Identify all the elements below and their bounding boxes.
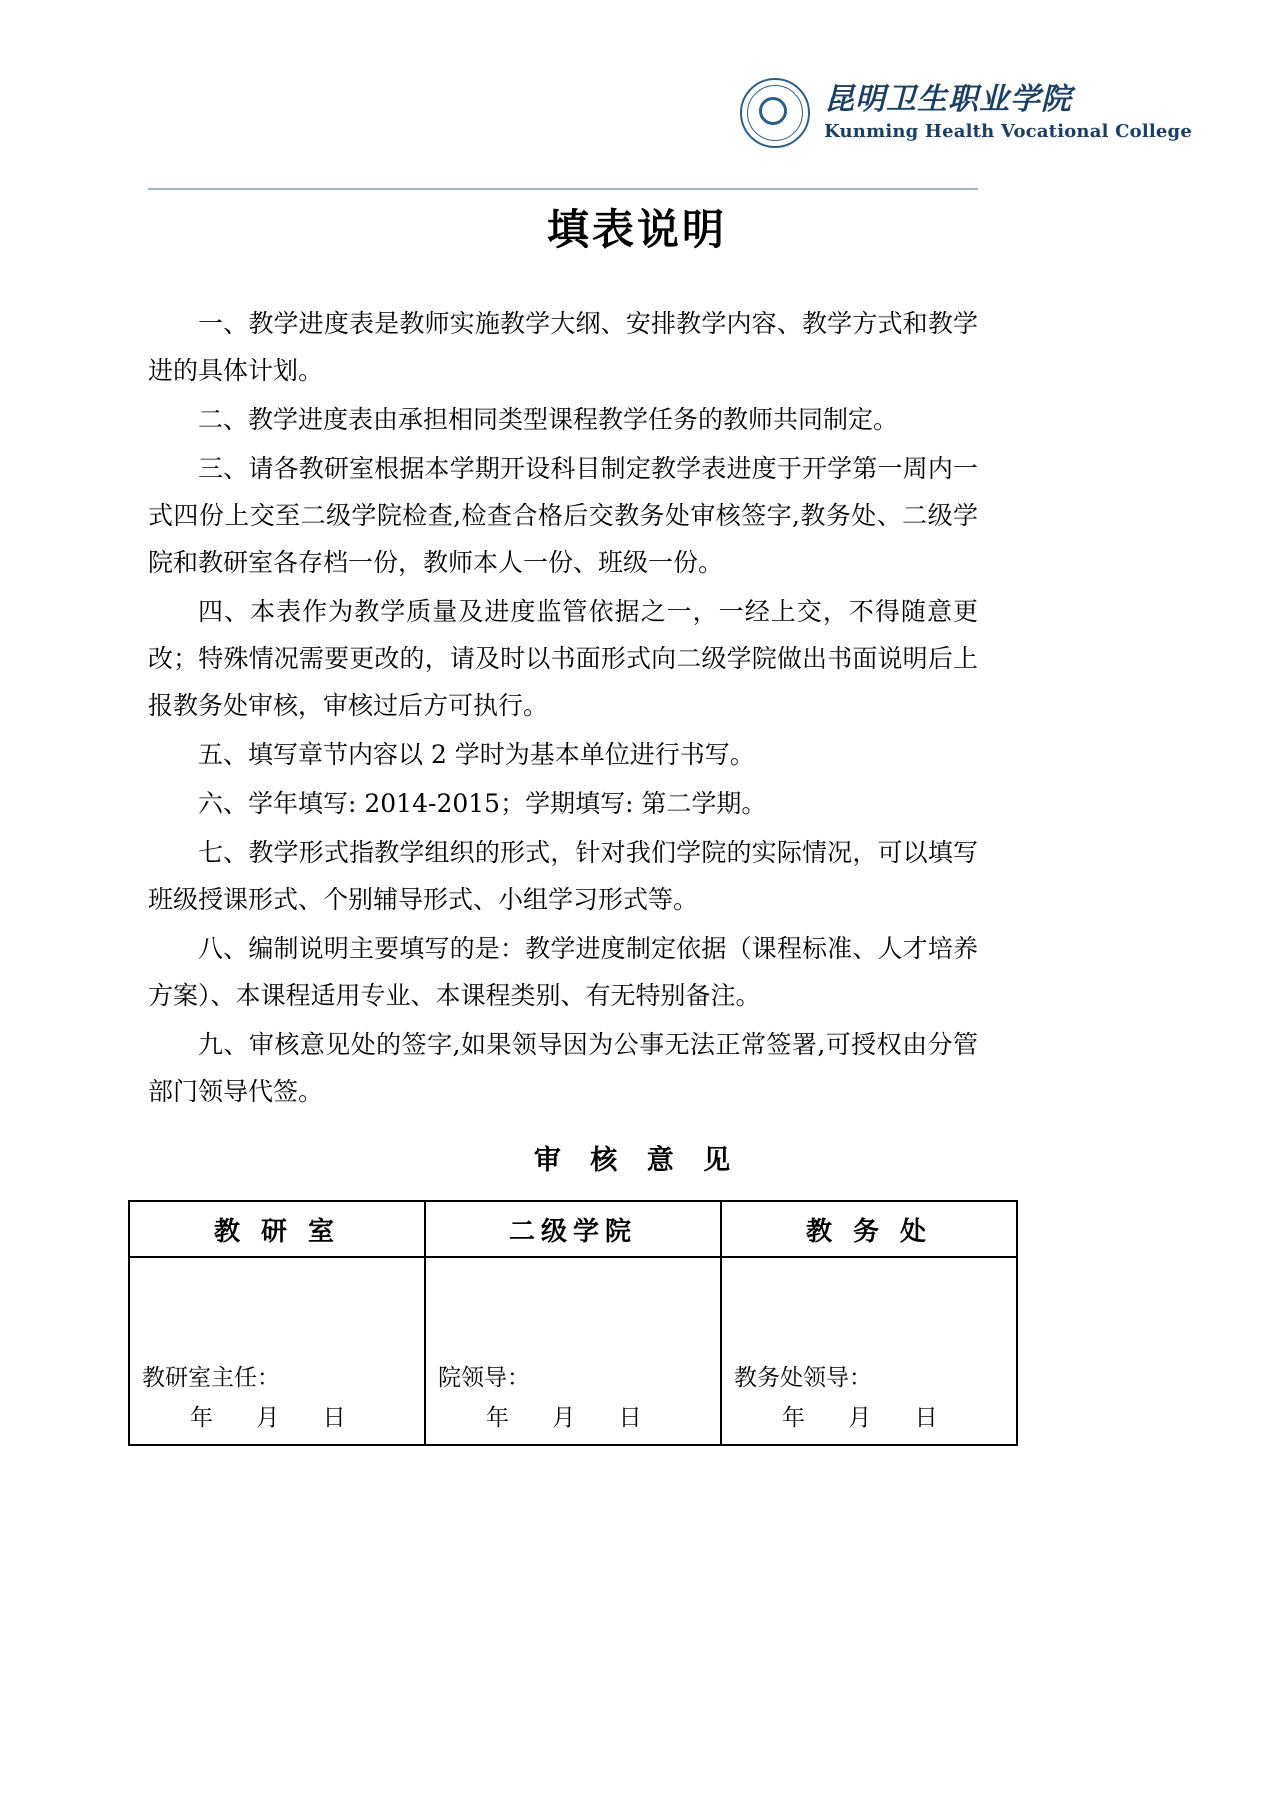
instruction-paragraph: 五、填写章节内容以 2 学时为基本单位进行书写。 xyxy=(198,740,755,769)
header-divider xyxy=(148,188,978,190)
signature-date: 年 月 日 xyxy=(486,1405,660,1431)
signature-label: 教务处领导： xyxy=(734,1365,872,1391)
instruction-paragraph: 四、本表作为教学质量及进度监管依据之一，一经上交，不得随意更改；特殊情况需要更改的，请及时以书面形式向二级学院做出书面说明后上报教务处审核，审核过后方可执行。 xyxy=(148,597,978,720)
table-header-cell: 二级学院 xyxy=(425,1201,721,1257)
college-logo xyxy=(740,78,1192,148)
table-row xyxy=(129,1257,1017,1445)
section-title: 审 核 意 见 xyxy=(533,1145,741,1176)
page-title: 填表说明 xyxy=(546,205,727,254)
review-opinion-table xyxy=(128,1200,1018,1446)
instructions-body xyxy=(148,300,978,1117)
signature-cell-academic-affairs[interactable] xyxy=(721,1257,1017,1445)
college-name-cn: 昆明卫生职业学院 xyxy=(824,82,1073,118)
instruction-paragraph: 九、审核意见处的签字,如果领导因为公事无法正常签署,可授权由分管部门领导代签。 xyxy=(148,1030,978,1106)
signature-label: 院领导： xyxy=(438,1365,530,1391)
instruction-paragraph: 七、教学形式指教学组织的形式，针对我们学院的实际情况，可以填写班级授课形式、个别辅导形式、小组学习形式等。 xyxy=(148,838,978,914)
signature-cell-department[interactable] xyxy=(129,1257,425,1445)
college-name-en: Kunming Health Vocational College xyxy=(824,120,1192,142)
table-header-cell: 教 研 室 xyxy=(129,1201,425,1257)
instruction-paragraph: 三、请各教研室根据本学期开设科目制定教学表进度于开学第一周内一式四份上交至二级学院检查,检查合格后交教务处审核签字,教务处、二级学院和教研室各存档一份，教师本人一份、班级一份。 xyxy=(148,454,978,577)
signature-label: 教研室主任： xyxy=(142,1365,280,1391)
signature-date: 年 月 日 xyxy=(782,1405,956,1431)
table-header-row xyxy=(129,1201,1017,1257)
college-seal-icon xyxy=(740,78,810,148)
instruction-paragraph: 二、教学进度表由承担相同类型课程教学任务的教师共同制定。 xyxy=(198,405,899,434)
instruction-paragraph: 六、学年填写: 2014-2015；学期填写: 第二学期。 xyxy=(198,789,767,818)
college-logo-text xyxy=(824,83,1192,142)
signature-cell-college[interactable] xyxy=(425,1257,721,1445)
instruction-paragraph: 八、编制说明主要填写的是：教学进度制定依据（课程标准、人才培养方案）、本课程适用专业、本课程类别、有无特别备注。 xyxy=(148,934,978,1010)
table-header-cell: 教 务 处 xyxy=(721,1201,1017,1257)
instruction-paragraph: 一、教学进度表是教师实施教学大纲、安排教学内容、教学方式和教学进的具体计划。 xyxy=(148,309,978,385)
signature-date: 年 月 日 xyxy=(190,1405,364,1431)
